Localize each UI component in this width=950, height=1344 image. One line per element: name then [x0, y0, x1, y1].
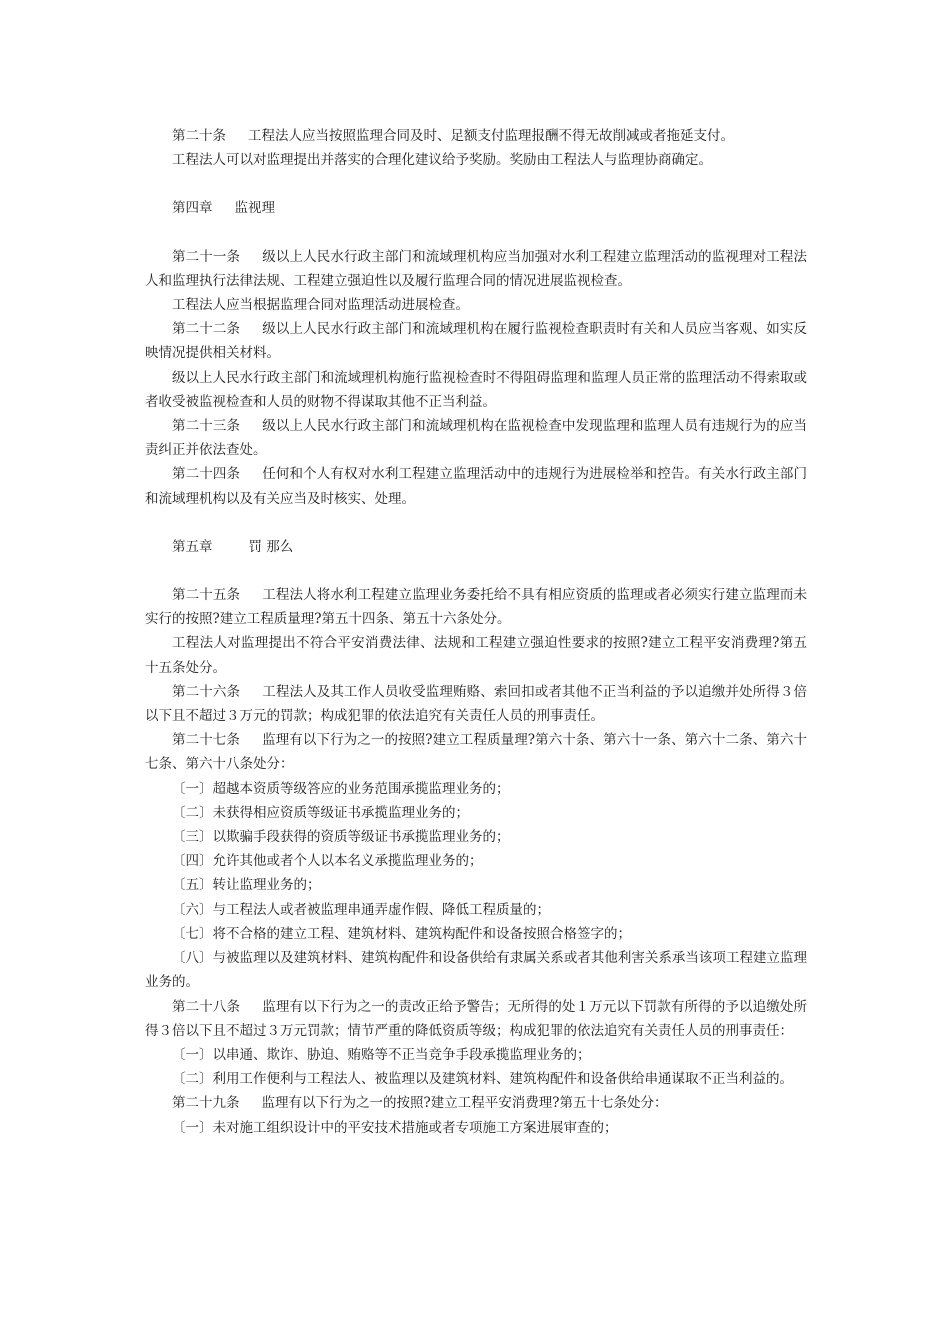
paragraph-text: 〔六〕与工程法人或者被监理串通弄虚作假、降低工程质量的； [172, 901, 550, 918]
article-number: 第二十六条 [172, 683, 241, 700]
article-paragraph [145, 995, 807, 1043]
paragraph-text: 〔一〕未对施工组织设计中的平安技术措施或者专项施工方案进展审查的； [172, 1119, 618, 1136]
article-paragraph [145, 680, 807, 728]
paragraph [145, 366, 807, 414]
article-number: 第二十四条 [172, 466, 241, 483]
chapter-number: 第五章 [172, 538, 213, 555]
paragraph-text: 工程法人对监理提出不符合平安消费法律、法规和工程建立强迫性要求的按照?建立工程平安消费理?第五十五条处分。 [145, 635, 807, 676]
paragraph-text: 〔三〕以欺骗手段获得的资质等级证书承揽监理业务的； [172, 829, 510, 846]
list-item [145, 1067, 807, 1091]
list-item [145, 946, 807, 994]
paragraph-text: 〔一〕以串通、欺诈、胁迫、贿赂等不正当竞争手段承揽监理业务的； [172, 1046, 591, 1063]
article-number: 第二十三条 [172, 418, 241, 435]
chapter-heading [145, 172, 807, 244]
paragraph [145, 148, 807, 172]
list-item [145, 1043, 807, 1067]
article-paragraph [145, 583, 807, 631]
article-paragraph [145, 414, 807, 462]
chapter-title: 监视理 [234, 200, 275, 217]
article-number: 第二十七条 [172, 732, 240, 749]
paragraph [145, 293, 807, 317]
paragraph-text: 〔二〕利用工作便利与工程法人、被监理以及建筑材料、建筑构配件和设备供给串通谋取不正当利益的。 [172, 1071, 793, 1088]
article-number: 第二十八条 [172, 998, 241, 1015]
paragraph-text: 工程法人可以对监理提出并落实的合理化建议给予奖励。奖励由工程法人与监理协商确定。 [172, 152, 712, 169]
document-page [145, 124, 807, 1140]
article-paragraph [145, 1091, 807, 1115]
paragraph-text: 工程法人将水利工程建立监理业务委托给不具有相应资质的监理或者必须实行建立监理而未实行的按照?建立工程质量理?第五十四条、第五十六条处分。 [145, 587, 808, 628]
article-number: 第二十一条 [172, 248, 241, 265]
article-paragraph [145, 317, 807, 365]
chapter-heading [145, 511, 807, 583]
article-number: 第二十五条 [172, 587, 241, 604]
paragraph-text: 〔二〕未获得相应资质等级证书承揽监理业务的； [172, 804, 469, 821]
paragraph-text: 〔五〕转让监理业务的； [172, 877, 321, 894]
list-item [145, 849, 807, 873]
list-item [145, 777, 807, 801]
article-paragraph [145, 124, 807, 148]
paragraph-text: 〔一〕超越本资质等级答应的业务范围承揽监理业务的； [172, 780, 510, 797]
paragraph-text: 级以上人民水行政主部门和流域理机构应当加强对水利工程建立监理活动的监视理对工程法人和监理执行法律法规、工程建立强迫性以及履行监理合同的情况进展监视检查。 [145, 248, 808, 289]
paragraph-text: 任何和个人有权对水利工程建立监理活动中的违规行为进展检举和控告。有关水行政主部门和流域理机构以及有关应当及时核实、处理。 [145, 466, 808, 507]
paragraph-text: 〔八〕与被监理以及建筑材料、建筑构配件和设备供给有隶属关系或者其他利害关系承当该项工程建立监理业务的。 [145, 950, 807, 991]
paragraph-text: 工程法人应当根据监理合同对监理活动进展检查。 [172, 297, 469, 314]
article-paragraph [145, 462, 807, 510]
paragraph-text: 监理有以下行为之一的责改正给予警告；无所得的处１万元以下罚款有所得的予以追缴处所得３倍以下且不超过３万元罚款；情节严重的降低资质等级；构成犯罪的依法追究有关责任人员的刑事责任： [145, 998, 808, 1039]
article-number: 第二十二条 [172, 321, 241, 338]
paragraph-text: 监理有以下行为之一的按照?建立工程平安消费理?第五十七条处分： [261, 1095, 668, 1112]
list-item [145, 898, 807, 922]
paragraph-text: 工程法人及其工作人员收受监理贿赂、索回扣或者其他不正当利益的予以追缴并处所得３倍以下且不超过３万元的罚款；构成犯罪的依法追究有关责任人员的刑事责任。 [145, 683, 808, 725]
paragraph-text: 级以上人民水行政主部门和流域理机构在监视检查中发现监理和监理人员有违规行为的应当责纠正并依法查处。 [145, 418, 808, 459]
chapter-number: 第四章 [172, 200, 213, 217]
article-number: 第二十条 [172, 128, 226, 144]
article-paragraph [145, 728, 807, 776]
paragraph-text: 工程法人应当按照监理合同及时、足额支付监理报酬不得无故削减或者拖延支付。 [248, 128, 734, 144]
paragraph-text: 〔七〕将不合格的建立工程、建筑材料、建筑构配件和设备按照合格签字的； [172, 925, 631, 942]
paragraph-text: 级以上人民水行政主部门和流域理机构在履行监视检查职责时有关和人员应当客观、如实反映情况提供相关材料。 [145, 321, 808, 362]
paragraph-text: 监理有以下行为之一的按照?建立工程质量理?第六十条、第六十一条、第六十二条、第六十七条、第六十八条处分： [145, 732, 807, 773]
list-item [145, 801, 807, 825]
list-item [145, 825, 807, 849]
article-number: 第二十九条 [172, 1095, 240, 1112]
paragraph [145, 631, 807, 679]
list-item [145, 873, 807, 897]
chapter-title: 罚 那么 [248, 538, 294, 555]
article-paragraph [145, 245, 807, 293]
paragraph-text: 级以上人民水行政主部门和流域理机构施行监视检查时不得阻碍监理和监理人员正常的监理活动不得索取或者收受被监视检查和人员的财物不得谋取其他不正当利益。 [145, 369, 807, 410]
paragraph-text: 〔四〕允许其他或者个人以本名义承揽监理业务的； [172, 853, 483, 870]
list-item [145, 922, 807, 946]
list-item [145, 1116, 807, 1140]
